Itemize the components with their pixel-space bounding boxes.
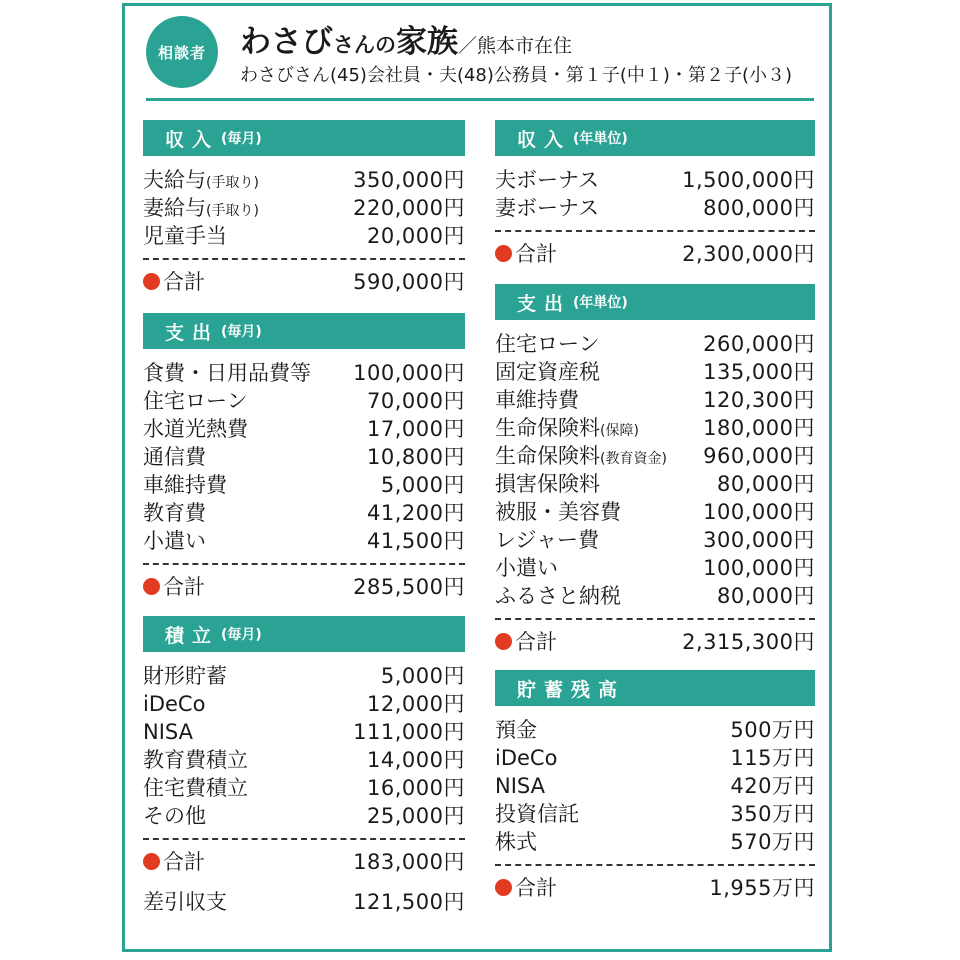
bullet-icon xyxy=(143,578,160,595)
total-label: 合計 xyxy=(515,630,557,654)
item-value: 570万円 xyxy=(730,830,815,854)
item-label: NISA xyxy=(495,774,545,798)
item-value: 180,000円 xyxy=(703,416,815,440)
item-label: 教育費積立 xyxy=(143,748,248,772)
list-item xyxy=(495,330,815,358)
section-header xyxy=(495,670,815,706)
item-value: 500万円 xyxy=(730,718,815,742)
list-item xyxy=(495,358,815,386)
list-item xyxy=(495,386,815,414)
section-header xyxy=(143,616,465,652)
section-unit: (毎月) xyxy=(221,324,262,340)
item-label: 通信費 xyxy=(143,445,206,469)
section-title: 支出 xyxy=(517,292,572,315)
section-expense-monthly xyxy=(143,313,465,603)
title-suffix-b: 家族 xyxy=(396,24,458,60)
item-value: 350,000円 xyxy=(353,168,465,192)
header-divider xyxy=(146,98,814,101)
section-title: 支出 xyxy=(165,321,220,344)
dashed-divider xyxy=(143,563,465,565)
item-label: 投資信託 xyxy=(495,802,579,826)
item-value: 800,000円 xyxy=(703,196,815,220)
list-item xyxy=(495,800,815,828)
list-item xyxy=(143,415,465,443)
title-name: わさび xyxy=(240,24,333,60)
section-savings-balance xyxy=(495,670,815,904)
list-item xyxy=(495,828,815,856)
bullet-icon xyxy=(143,273,160,290)
section-title: 収入 xyxy=(517,128,572,151)
item-label: 生命保険料 xyxy=(495,416,600,440)
item-label: 水道光熱費 xyxy=(143,417,248,441)
list-item xyxy=(143,222,465,250)
section-header xyxy=(143,313,465,349)
total-label: 合計 xyxy=(163,270,205,294)
bullet-icon xyxy=(495,245,512,262)
item-value: 5,000円 xyxy=(380,473,465,497)
list-item xyxy=(143,359,465,387)
item-value: 25,000円 xyxy=(367,804,465,828)
list-item xyxy=(495,716,815,744)
list-item xyxy=(495,414,815,442)
balance-label: 差引収支 xyxy=(143,890,227,914)
section-title: 収入 xyxy=(165,128,220,151)
item-value: 120,300円 xyxy=(703,388,815,412)
item-label: 被服・美容費 xyxy=(495,500,621,524)
item-label: その他 xyxy=(143,804,206,828)
item-label: 住宅費積立 xyxy=(143,776,248,800)
dashed-divider xyxy=(143,258,465,260)
total-row xyxy=(143,264,465,298)
list-item xyxy=(495,554,815,582)
item-label: 妻給与 xyxy=(143,196,206,220)
list-item xyxy=(143,690,465,718)
item-value: 220,000円 xyxy=(353,196,465,220)
list-item xyxy=(143,774,465,802)
item-value: 100,000円 xyxy=(703,556,815,580)
total-value: 1,955万円 xyxy=(709,876,815,900)
item-label: ふるさと納税 xyxy=(495,584,621,608)
item-value: 14,000円 xyxy=(367,748,465,772)
page-title xyxy=(240,22,572,67)
item-value: 41,500円 xyxy=(367,529,465,553)
list-item xyxy=(143,718,465,746)
list-item xyxy=(495,744,815,772)
title-suffix-a: さんの xyxy=(333,33,396,57)
total-label: 合計 xyxy=(163,575,205,599)
item-value: 960,000円 xyxy=(703,444,815,468)
section-unit: (年単位) xyxy=(573,131,628,147)
item-value: 16,000円 xyxy=(367,776,465,800)
item-value: 10,800円 xyxy=(367,445,465,469)
section-income-yearly xyxy=(495,120,815,270)
item-note: (教育資金) xyxy=(600,451,667,467)
balance-value: 121,500円 xyxy=(353,890,465,914)
item-label: 財形貯蓄 xyxy=(143,664,227,688)
list-item xyxy=(495,582,815,610)
item-value: 80,000円 xyxy=(717,472,815,496)
dashed-divider xyxy=(495,230,815,232)
total-value: 2,315,300円 xyxy=(682,630,815,654)
item-value: 17,000円 xyxy=(367,417,465,441)
item-label: 食費・日用品費等 xyxy=(143,361,311,385)
list-item xyxy=(143,471,465,499)
item-label: 児童手当 xyxy=(143,224,227,248)
total-value: 285,500円 xyxy=(353,575,465,599)
item-label: 小遣い xyxy=(143,529,206,553)
item-value: 20,000円 xyxy=(367,224,465,248)
item-label: iDeCo xyxy=(495,746,558,770)
dashed-divider xyxy=(495,864,815,866)
list-item xyxy=(495,166,815,194)
list-item xyxy=(495,442,815,470)
list-item xyxy=(495,526,815,554)
balance-row xyxy=(143,884,465,918)
item-value: 300,000円 xyxy=(703,528,815,552)
list-item xyxy=(143,499,465,527)
bullet-icon xyxy=(495,879,512,896)
item-value: 80,000円 xyxy=(717,584,815,608)
item-note: (保障) xyxy=(600,423,639,439)
item-label: 生命保険料 xyxy=(495,444,600,468)
item-label: 夫給与 xyxy=(143,168,206,192)
list-item xyxy=(495,470,815,498)
section-unit: (年単位) xyxy=(573,295,628,311)
item-label: iDeCo xyxy=(143,692,206,716)
list-item xyxy=(143,802,465,830)
total-row xyxy=(143,844,465,878)
section-unit: (毎月) xyxy=(221,627,262,643)
item-label: 小遣い xyxy=(495,556,558,580)
section-title: 貯蓄残高 xyxy=(517,678,626,701)
item-value: 1,500,000円 xyxy=(682,168,815,192)
item-label: NISA xyxy=(143,720,193,744)
section-title: 積立 xyxy=(165,624,220,647)
item-label: 株式 xyxy=(495,830,537,854)
item-label: 教育費 xyxy=(143,501,206,525)
item-label: 固定資産税 xyxy=(495,360,600,384)
total-value: 183,000円 xyxy=(353,850,465,874)
item-label: 妻ボーナス xyxy=(495,196,600,220)
family-members: わさびさん(45)会社員・夫(48)公務員・第１子(中１)・第２子(小３) xyxy=(240,65,792,86)
dashed-divider xyxy=(143,838,465,840)
item-value: 12,000円 xyxy=(367,692,465,716)
item-label: 預金 xyxy=(495,718,537,742)
item-value: 350万円 xyxy=(730,802,815,826)
section-savings-monthly xyxy=(143,616,465,918)
item-label: 住宅ローン xyxy=(495,332,600,356)
list-item xyxy=(143,194,465,222)
item-label: レジャー費 xyxy=(495,528,600,552)
dashed-divider xyxy=(495,618,815,620)
section-expense-yearly xyxy=(495,284,815,658)
total-row xyxy=(495,236,815,270)
item-label: 損害保険料 xyxy=(495,472,600,496)
item-value: 260,000円 xyxy=(703,332,815,356)
bullet-icon xyxy=(143,853,160,870)
section-header xyxy=(495,284,815,320)
list-item xyxy=(495,194,815,222)
section-header xyxy=(143,120,465,156)
total-value: 2,300,000円 xyxy=(682,242,815,266)
list-item xyxy=(143,662,465,690)
list-item xyxy=(495,772,815,800)
total-label: 合計 xyxy=(515,242,557,266)
item-value: 111,000円 xyxy=(353,720,465,744)
total-value: 590,000円 xyxy=(353,270,465,294)
item-value: 70,000円 xyxy=(367,389,465,413)
item-value: 115万円 xyxy=(730,746,815,770)
section-unit: (毎月) xyxy=(221,131,262,147)
list-item xyxy=(143,166,465,194)
item-label: 車維持費 xyxy=(495,388,579,412)
title-location: ／熊本市在住 xyxy=(458,35,573,57)
item-value: 135,000円 xyxy=(703,360,815,384)
section-header xyxy=(495,120,815,156)
list-item xyxy=(495,498,815,526)
total-row xyxy=(143,569,465,603)
consultant-badge: 相談者 xyxy=(146,16,218,88)
item-label: 車維持費 xyxy=(143,473,227,497)
list-item xyxy=(143,527,465,555)
item-label: 住宅ローン xyxy=(143,389,248,413)
total-row xyxy=(495,870,815,904)
total-label: 合計 xyxy=(163,850,205,874)
total-label: 合計 xyxy=(515,876,557,900)
list-item xyxy=(143,387,465,415)
item-value: 100,000円 xyxy=(353,361,465,385)
list-item xyxy=(143,746,465,774)
item-note: (手取り) xyxy=(206,175,259,191)
bullet-icon xyxy=(495,633,512,650)
total-row xyxy=(495,624,815,658)
item-value: 41,200円 xyxy=(367,501,465,525)
section-income-monthly xyxy=(143,120,465,298)
list-item xyxy=(143,443,465,471)
item-value: 100,000円 xyxy=(703,500,815,524)
item-value: 5,000円 xyxy=(380,664,465,688)
item-label: 夫ボーナス xyxy=(495,168,600,192)
item-value: 420万円 xyxy=(730,774,815,798)
item-note: (手取り) xyxy=(206,203,259,219)
